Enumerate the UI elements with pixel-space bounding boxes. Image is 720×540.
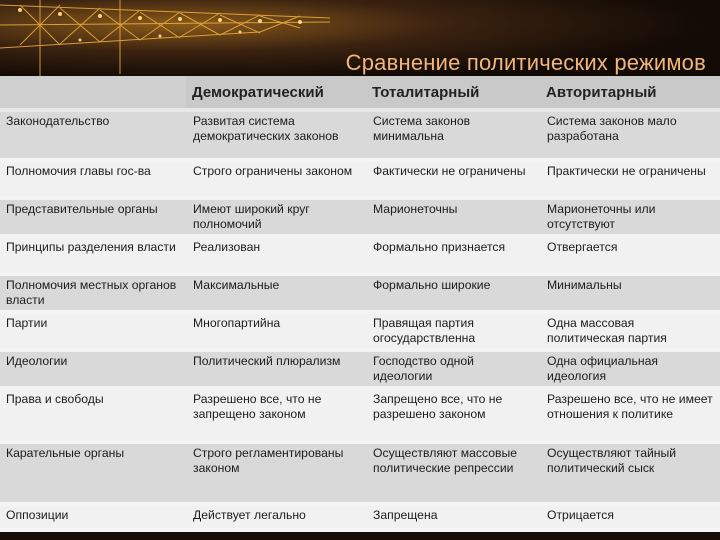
row-label: Права и свободы <box>0 388 186 442</box>
table-cell: Действует легально <box>186 504 366 530</box>
table-cell: Многопартийна <box>186 312 366 350</box>
table-cell: Развитая система демократических законов <box>186 110 366 160</box>
table-cell: Отрицается <box>540 504 720 530</box>
table-cell: Фактически не ограничены <box>366 160 540 198</box>
header-cell-authoritarian: Авторитарный <box>540 76 720 110</box>
table-header-row <box>0 76 720 110</box>
table-cell: Правящая партия огосударствленна <box>366 312 540 350</box>
table-cell: Строго регламентированы законом <box>186 442 366 504</box>
header-banner <box>0 0 720 80</box>
table-cell: Осуществляют тайный политический сыск <box>540 442 720 504</box>
header-cell <box>0 76 186 110</box>
table-row <box>0 274 720 312</box>
table-cell: Одна официальная идеология <box>540 350 720 388</box>
table-row <box>0 442 720 504</box>
table-cell: Осуществляют массовые политические репрессии <box>366 442 540 504</box>
page-title: Сравнение политических режимов <box>345 50 706 75</box>
table-cell: Запрещена <box>366 504 540 530</box>
table-cell: Максимальные <box>186 274 366 312</box>
table-cell: Минимальны <box>540 274 720 312</box>
table-cell: Формально признается <box>366 236 540 274</box>
table-cell: Разрешено все, что не имеет отношения к политике <box>540 388 720 442</box>
table-row <box>0 312 720 350</box>
table-cell: Одна массовая политическая партия <box>540 312 720 350</box>
row-label: Представительные органы <box>0 198 186 236</box>
row-label: Полномочия главы гос-ва <box>0 160 186 198</box>
table-cell: Марионеточны <box>366 198 540 236</box>
row-label: Партии <box>0 312 186 350</box>
table-row <box>0 236 720 274</box>
table-row <box>0 160 720 198</box>
table-cell: Марионеточны или отсутствуют <box>540 198 720 236</box>
table-cell: Практически не ограничены <box>540 160 720 198</box>
row-label: Законодательство <box>0 110 186 160</box>
table-cell: Система законов мало разработана <box>540 110 720 160</box>
table-cell: Реализован <box>186 236 366 274</box>
table-cell: Имеют широкий круг полномочий <box>186 198 366 236</box>
header-cell-totalitarian: Тоталитарный <box>366 76 540 110</box>
comparison-table <box>0 76 720 532</box>
row-label: Полномочия местных органов власти <box>0 274 186 312</box>
table-cell: Запрещено все, что не разрешено законом <box>366 388 540 442</box>
table-cell: Разрешено все, что не запрещено законом <box>186 388 366 442</box>
table-row <box>0 350 720 388</box>
table-row <box>0 198 720 236</box>
table-cell: Формально широкие <box>366 274 540 312</box>
table-cell: Господство одной идеологии <box>366 350 540 388</box>
row-label: Оппозиции <box>0 504 186 530</box>
table-row <box>0 110 720 160</box>
table-cell: Отвергается <box>540 236 720 274</box>
row-label: Идеологии <box>0 350 186 388</box>
table-row <box>0 388 720 442</box>
row-label: Карательные органы <box>0 442 186 504</box>
table-cell: Строго ограничены законом <box>186 160 366 198</box>
row-label: Принципы разделения власти <box>0 236 186 274</box>
table-cell: Система законов минимальна <box>366 110 540 160</box>
table-cell: Политический плюрализм <box>186 350 366 388</box>
table-row <box>0 504 720 530</box>
header-cell-democratic: Демократический <box>186 76 366 110</box>
